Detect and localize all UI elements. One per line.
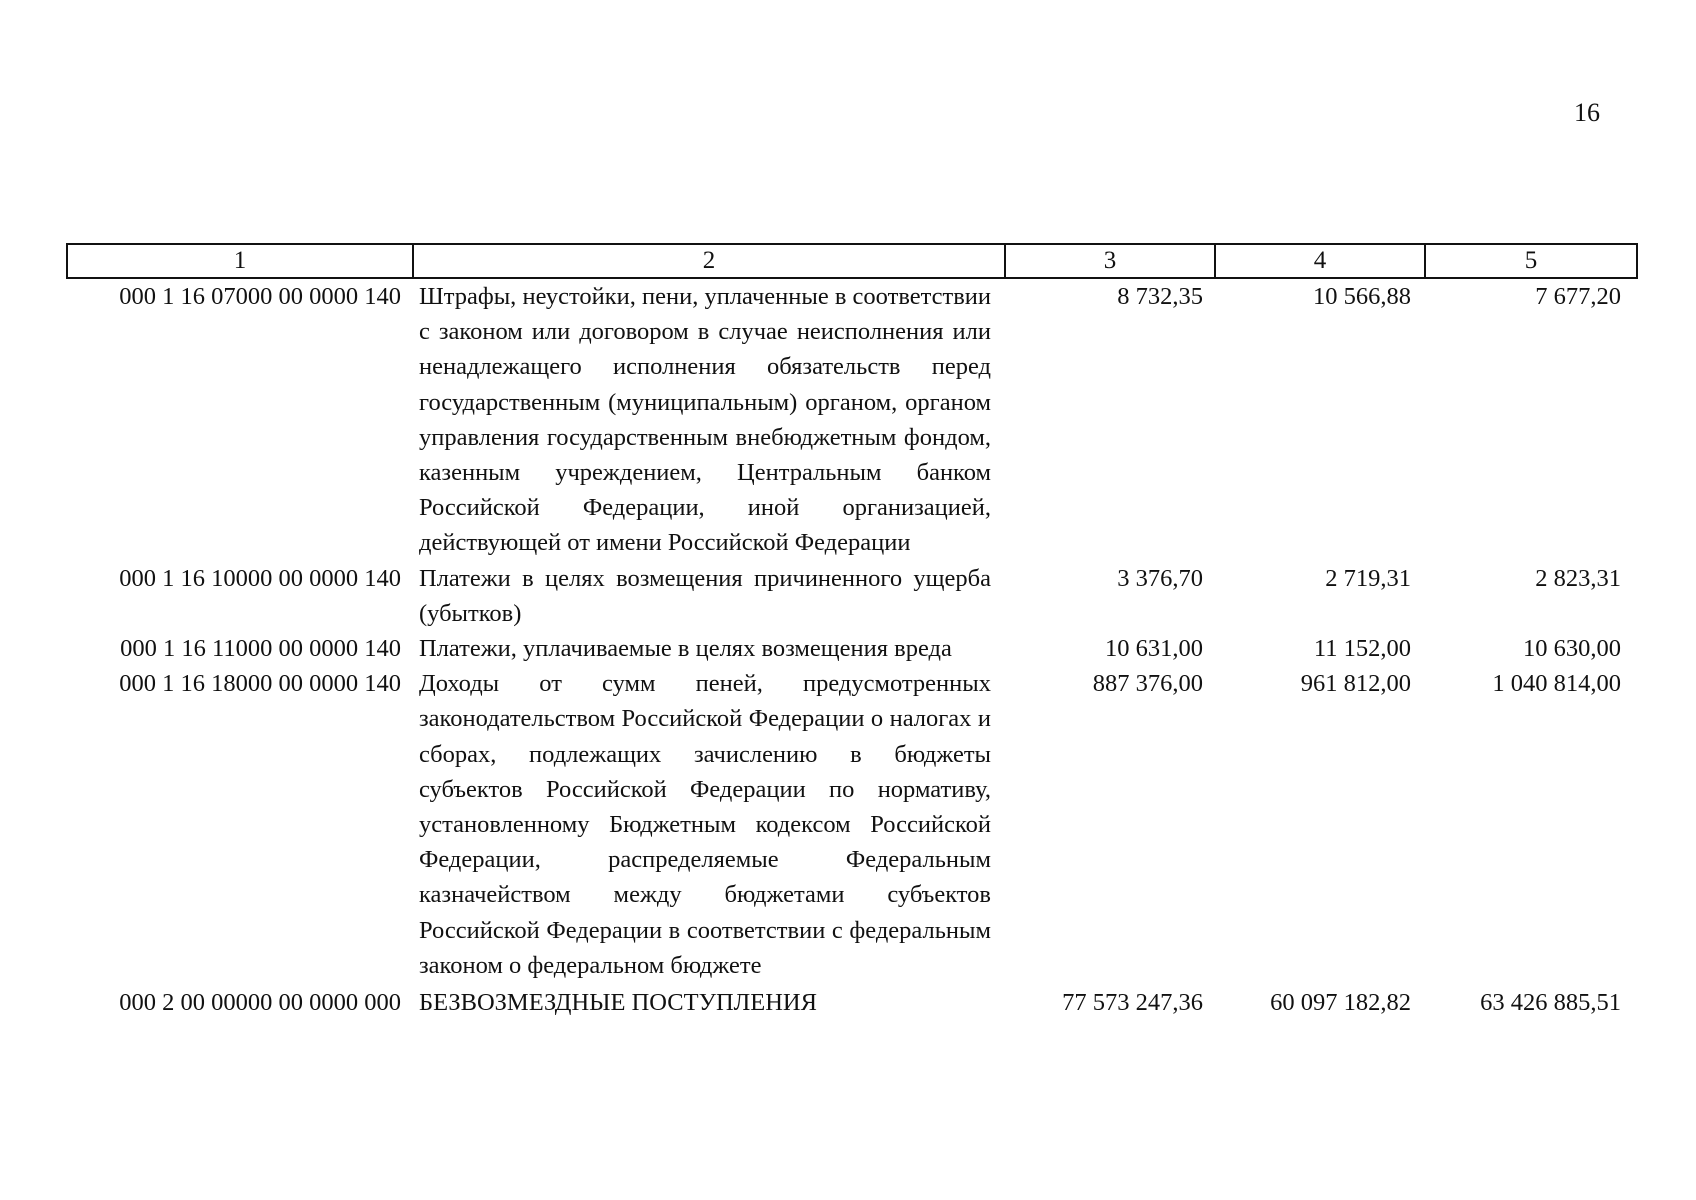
row-description: Доходы от сумм пеней, предусмотренных законодательством Российской Федерации о налогах и сборах, подлежащих зачислению в бюджеты субъектов Российской Федерации по нормативу, установленному Бюджетным кодексом Российской Федерации, распределяемые Федеральным казначейством между бюджетами субъектов Российской Федерации в соответствии с федеральным законом о федеральном бюджете	[419, 670, 991, 979]
row-code: 000 1 16 07000 00 0000 140	[119, 283, 401, 310]
page-number: 16	[1574, 98, 1600, 127]
row-code: 000 1 16 18000 00 0000 140	[119, 670, 401, 698]
table-row	[67, 666, 1637, 983]
row-value-col5: 1 040 814,00	[1492, 670, 1621, 698]
row-description: Платежи, уплачиваемые в целях возмещения вреда	[419, 635, 952, 663]
row-value-col5: 10 630,00	[1523, 635, 1621, 663]
column-header-2: 2	[413, 244, 1005, 278]
row-description: Штрафы, неустойки, пени, уплаченные в соответствии с законом или договором в случае неисполнения или ненадлежащего исполнения обязательств перед государственным (муниципальным) органом, органом управления государственным внебюджетным фондом, казенным учреждением, Центральным банком Российской Федерации, иной организацией, действующей от имени Российской Федерации	[419, 283, 991, 557]
column-header-5: 5	[1425, 244, 1637, 278]
row-value-col5: 63 426 885,51	[1480, 989, 1621, 1017]
row-value-col3: 8 732,35	[1117, 283, 1203, 310]
row-value-col3: 10 631,00	[1105, 635, 1203, 663]
row-value-col3: 77 573 247,36	[1062, 989, 1203, 1017]
row-value-col4: 11 152,00	[1313, 635, 1411, 663]
column-header-1: 1	[67, 244, 413, 278]
row-value-col3: 3 376,70	[1117, 564, 1203, 592]
row-description: Платежи в целях возмещения причиненного ущерба (убытков)	[419, 564, 991, 627]
row-code: 000 1 16 11000 00 0000 140	[120, 635, 401, 663]
row-value-col3: 887 376,00	[1092, 670, 1203, 698]
row-value-col4: 10 566,88	[1313, 283, 1411, 310]
column-header-4: 4	[1215, 244, 1425, 278]
table-row	[67, 983, 1637, 1020]
row-value-col5: 2 823,31	[1535, 564, 1621, 592]
row-description: БЕЗВОЗМЕЗДНЫЕ ПОСТУПЛЕНИЯ	[419, 989, 817, 1017]
column-header-3: 3	[1005, 244, 1215, 278]
budget-table	[66, 243, 1638, 1020]
table-row	[67, 631, 1637, 666]
table-row	[67, 278, 1637, 561]
row-value-col4: 60 097 182,82	[1270, 989, 1411, 1017]
row-value-col5: 7 677,20	[1535, 283, 1621, 310]
table-row	[67, 561, 1637, 631]
row-code: 000 2 00 00000 00 0000 000	[119, 989, 401, 1017]
table-header-row	[67, 244, 1637, 278]
row-value-col4: 961 812,00	[1300, 670, 1411, 698]
row-code: 000 1 16 10000 00 0000 140	[119, 564, 401, 592]
row-value-col4: 2 719,31	[1325, 564, 1411, 592]
